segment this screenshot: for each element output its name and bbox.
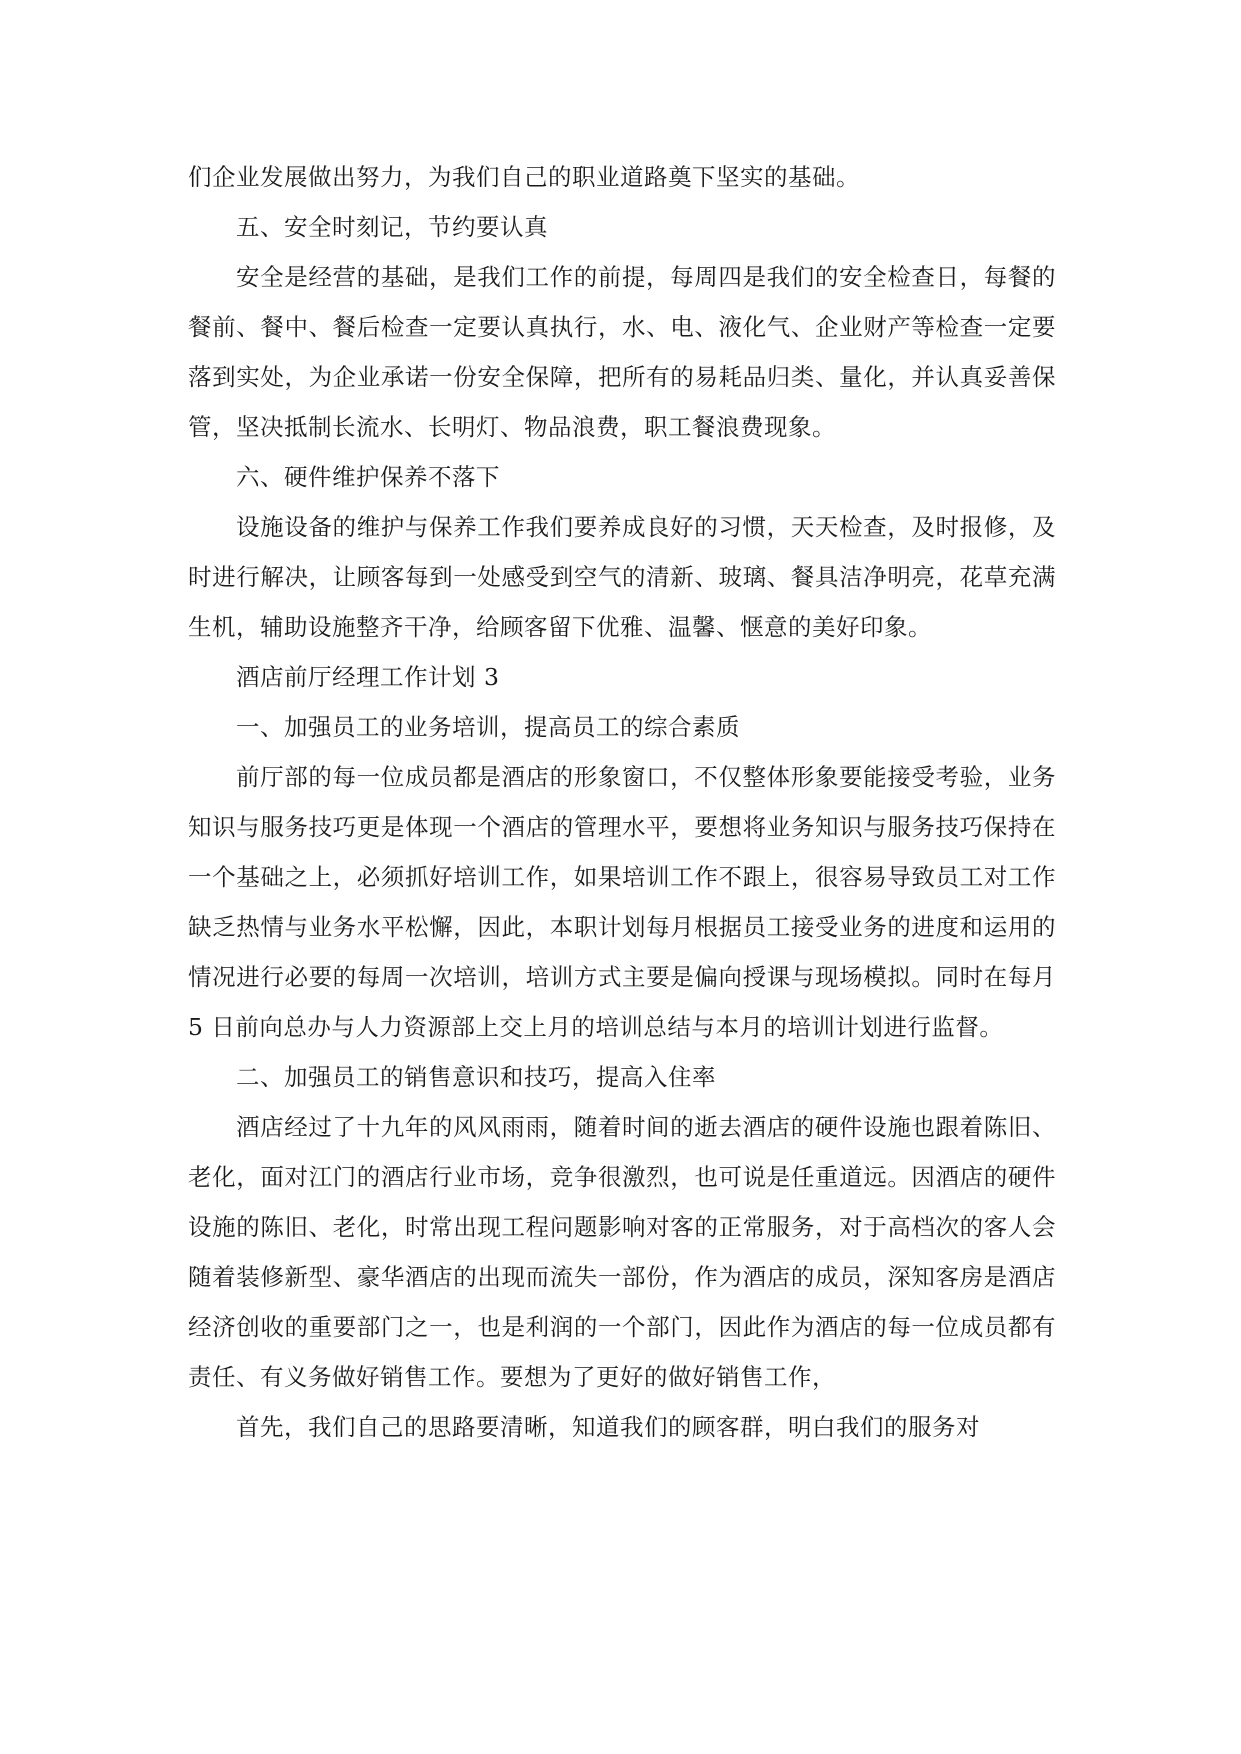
- paragraph-safety: 安全是经营的基础，是我们工作的前提，每周四是我们的安全检查日，每餐的餐前、餐中、餐后检查一定要认真执行，水、电、液化气、企业财产等检查一定要落到实处，为企业承诺一份安全保障，把所有的易耗品归类、量化，并认真妥善保管，坚决抵制长流水、长明灯、物品浪费，职工餐浪费现象。: [188, 263, 1056, 441]
- document-subtitle: 酒店前厅经理工作计划 3: [236, 663, 500, 691]
- paragraph-sales: 酒店经过了十九年的风风雨雨，随着时间的逝去酒店的硬件设施也跟着陈旧、老化，面对江门的酒店行业市场，竞争很激烈，也可说是任重道远。因酒店的硬件设施的陈旧、老化，时常出现工程问题影响对客的正常服务，对于高档次的客人会随着装修新型、豪华酒店的出现而流失一部份，作为酒店的成员，深知客房是酒店经济创收的重要部门之一，也是利润的一个部门，因此作为酒店的每一位成员都有责任、有义务做好销售工作。要想为了更好的做好销售工作，: [188, 1113, 1056, 1391]
- paragraph-maintenance: 设施设备的维护与保养工作我们要养成良好的习惯，天天检查，及时报修，及时进行解决，让顾客每到一处感受到空气的清新、玻璃、餐具洁净明亮，花草充满生机，辅助设施整齐干净，给顾客留下优雅、温馨、惬意的美好印象。: [188, 513, 1056, 641]
- paragraph-first: 首先，我们自己的思路要清晰，知道我们的顾客群，明白我们的服务对: [236, 1413, 980, 1441]
- section-heading-6: 六、硬件维护保养不落下: [236, 463, 500, 491]
- section-heading-1: 一、加强员工的业务培训，提高员工的综合素质: [236, 713, 740, 741]
- section-heading-2: 二、加强员工的销售意识和技巧，提高入住率: [236, 1063, 716, 1091]
- paragraph-training: 前厅部的每一位成员都是酒店的形象窗口，不仅整体形象要能接受考验，业务知识与服务技巧更是体现一个酒店的管理水平，要想将业务知识与服务技巧保持在一个基础之上，必须抓好培训工作，如果培训工作不跟上，很容易导致员工对工作缺乏热情与业务水平松懈，因此，本职计划每月根据员工接受业务的进度和运用的情况进行必要的每周一次培训，培训方式主要是偏向授课与现场模拟。同时在每月 5 日前向总办与人力资源部上交上月的培训总结与本月的培训计划进行监督。: [188, 763, 1056, 1041]
- section-heading-5: 五、安全时刻记，节约要认真: [236, 213, 548, 241]
- document-body: [188, 152, 1056, 1452]
- paragraph-continuation: 们企业发展做出努力，为我们自己的职业道路奠下坚实的基础。: [188, 163, 860, 191]
